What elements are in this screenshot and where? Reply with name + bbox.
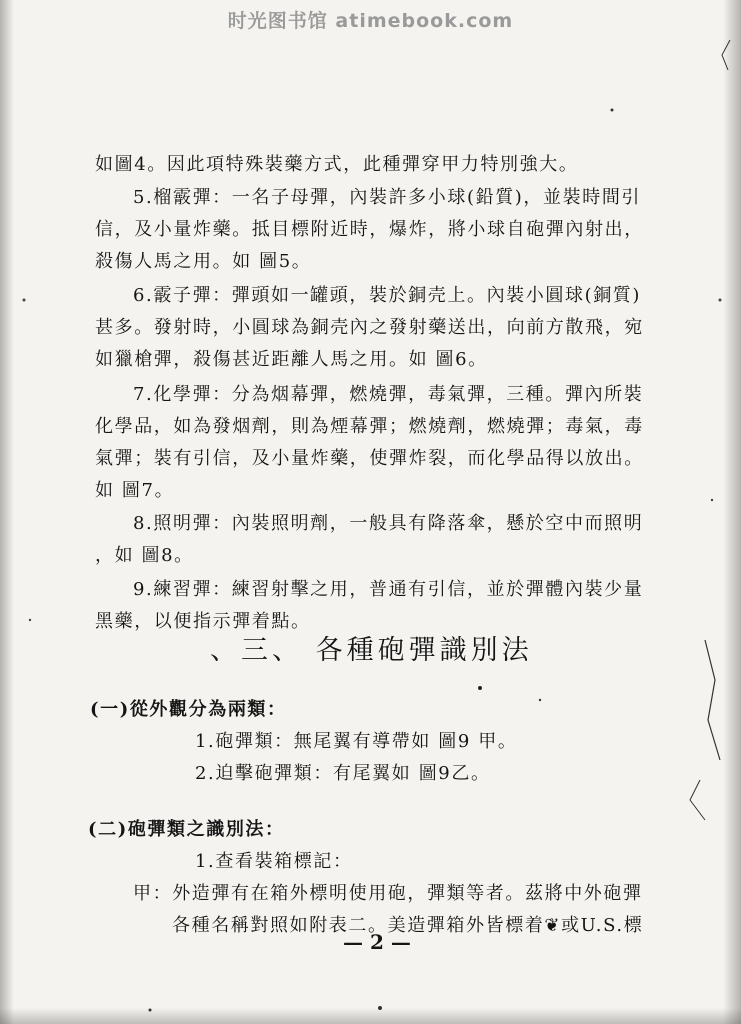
list-item: 2.迫擊砲彈類：有尾翼如 圖9乙。 [195,763,491,784]
subsection-title: (一)從外觀分為兩類： [90,699,287,720]
text-line: 化學品，如為發烟劑，則為煙幕彈；燃燒劑，燃燒彈；毒氣，毒 [95,416,644,437]
text-line: 甚多。發射時，小圓球為銅壳內之發射藥送出，向前方散飛，宛 [95,317,644,338]
text-line: 信，及小量炸藥。抵目標附近時，爆炸，將小球自砲彈內射出， [95,219,644,240]
text-line: 殺傷人馬之用。如 圖5。 [95,251,312,272]
section-heading: 、三、 各種砲彈識別法 [210,635,533,666]
list-item: 1.砲彈類：無尾翼有導帶如 圖9 甲。 [195,731,518,752]
text-line: 如圖4。因此項特殊裝藥方式，此種彈穿甲力特別強大。 [95,154,579,175]
text-line: 如獵槍彈，殺傷甚近距離人馬之用。如 圖6。 [95,349,488,370]
text-line: 6.霰子彈：彈頭如一罐頭，裝於銅壳上。內裝小圓球(銅質) [133,285,642,306]
text-line: 氣彈；裝有引信，及小量炸藥，使彈炸裂，而化學品得以放出。 [95,448,644,469]
text-line: 各種名稱對照如附表二。美造彈箱外皆標着❦或U.S.標 [172,915,644,936]
text-line: 甲：外造彈有在箱外標明使用砲，彈類等者。茲將中外砲彈 [133,883,643,904]
text-line: 黑藥，以便指示彈着點。 [95,611,311,632]
site-watermark: 时光图书馆 atimebook.com [227,10,514,32]
text-line: 5.榴霰彈：一名子母彈，內裝許多小球(鉛質)，並裝時間引 [133,187,642,208]
scan-edge-right [723,0,741,1024]
text-line: 9.練習彈：練習射擊之用，普通有引信，並於彈體內裝少量 [133,579,644,600]
scan-edge-bottom [0,1008,741,1024]
text-line: 7.化學彈：分為烟幕彈，燃燒彈，毒氣彈，三種。彈內所裝 [133,384,644,405]
list-item: 1.查看裝箱標記： [195,851,353,872]
text-line: 8.照明彈：內裝照明劑，一般具有降落傘，懸於空中而照明 [133,513,644,534]
subsection-title: (二)砲彈類之識別法： [88,819,285,840]
text-line: 如 圖7。 [95,480,175,501]
text-line: ，如 圖8。 [95,545,194,566]
page-number: — 2 — [343,930,411,954]
scan-edge-left [0,0,14,1024]
